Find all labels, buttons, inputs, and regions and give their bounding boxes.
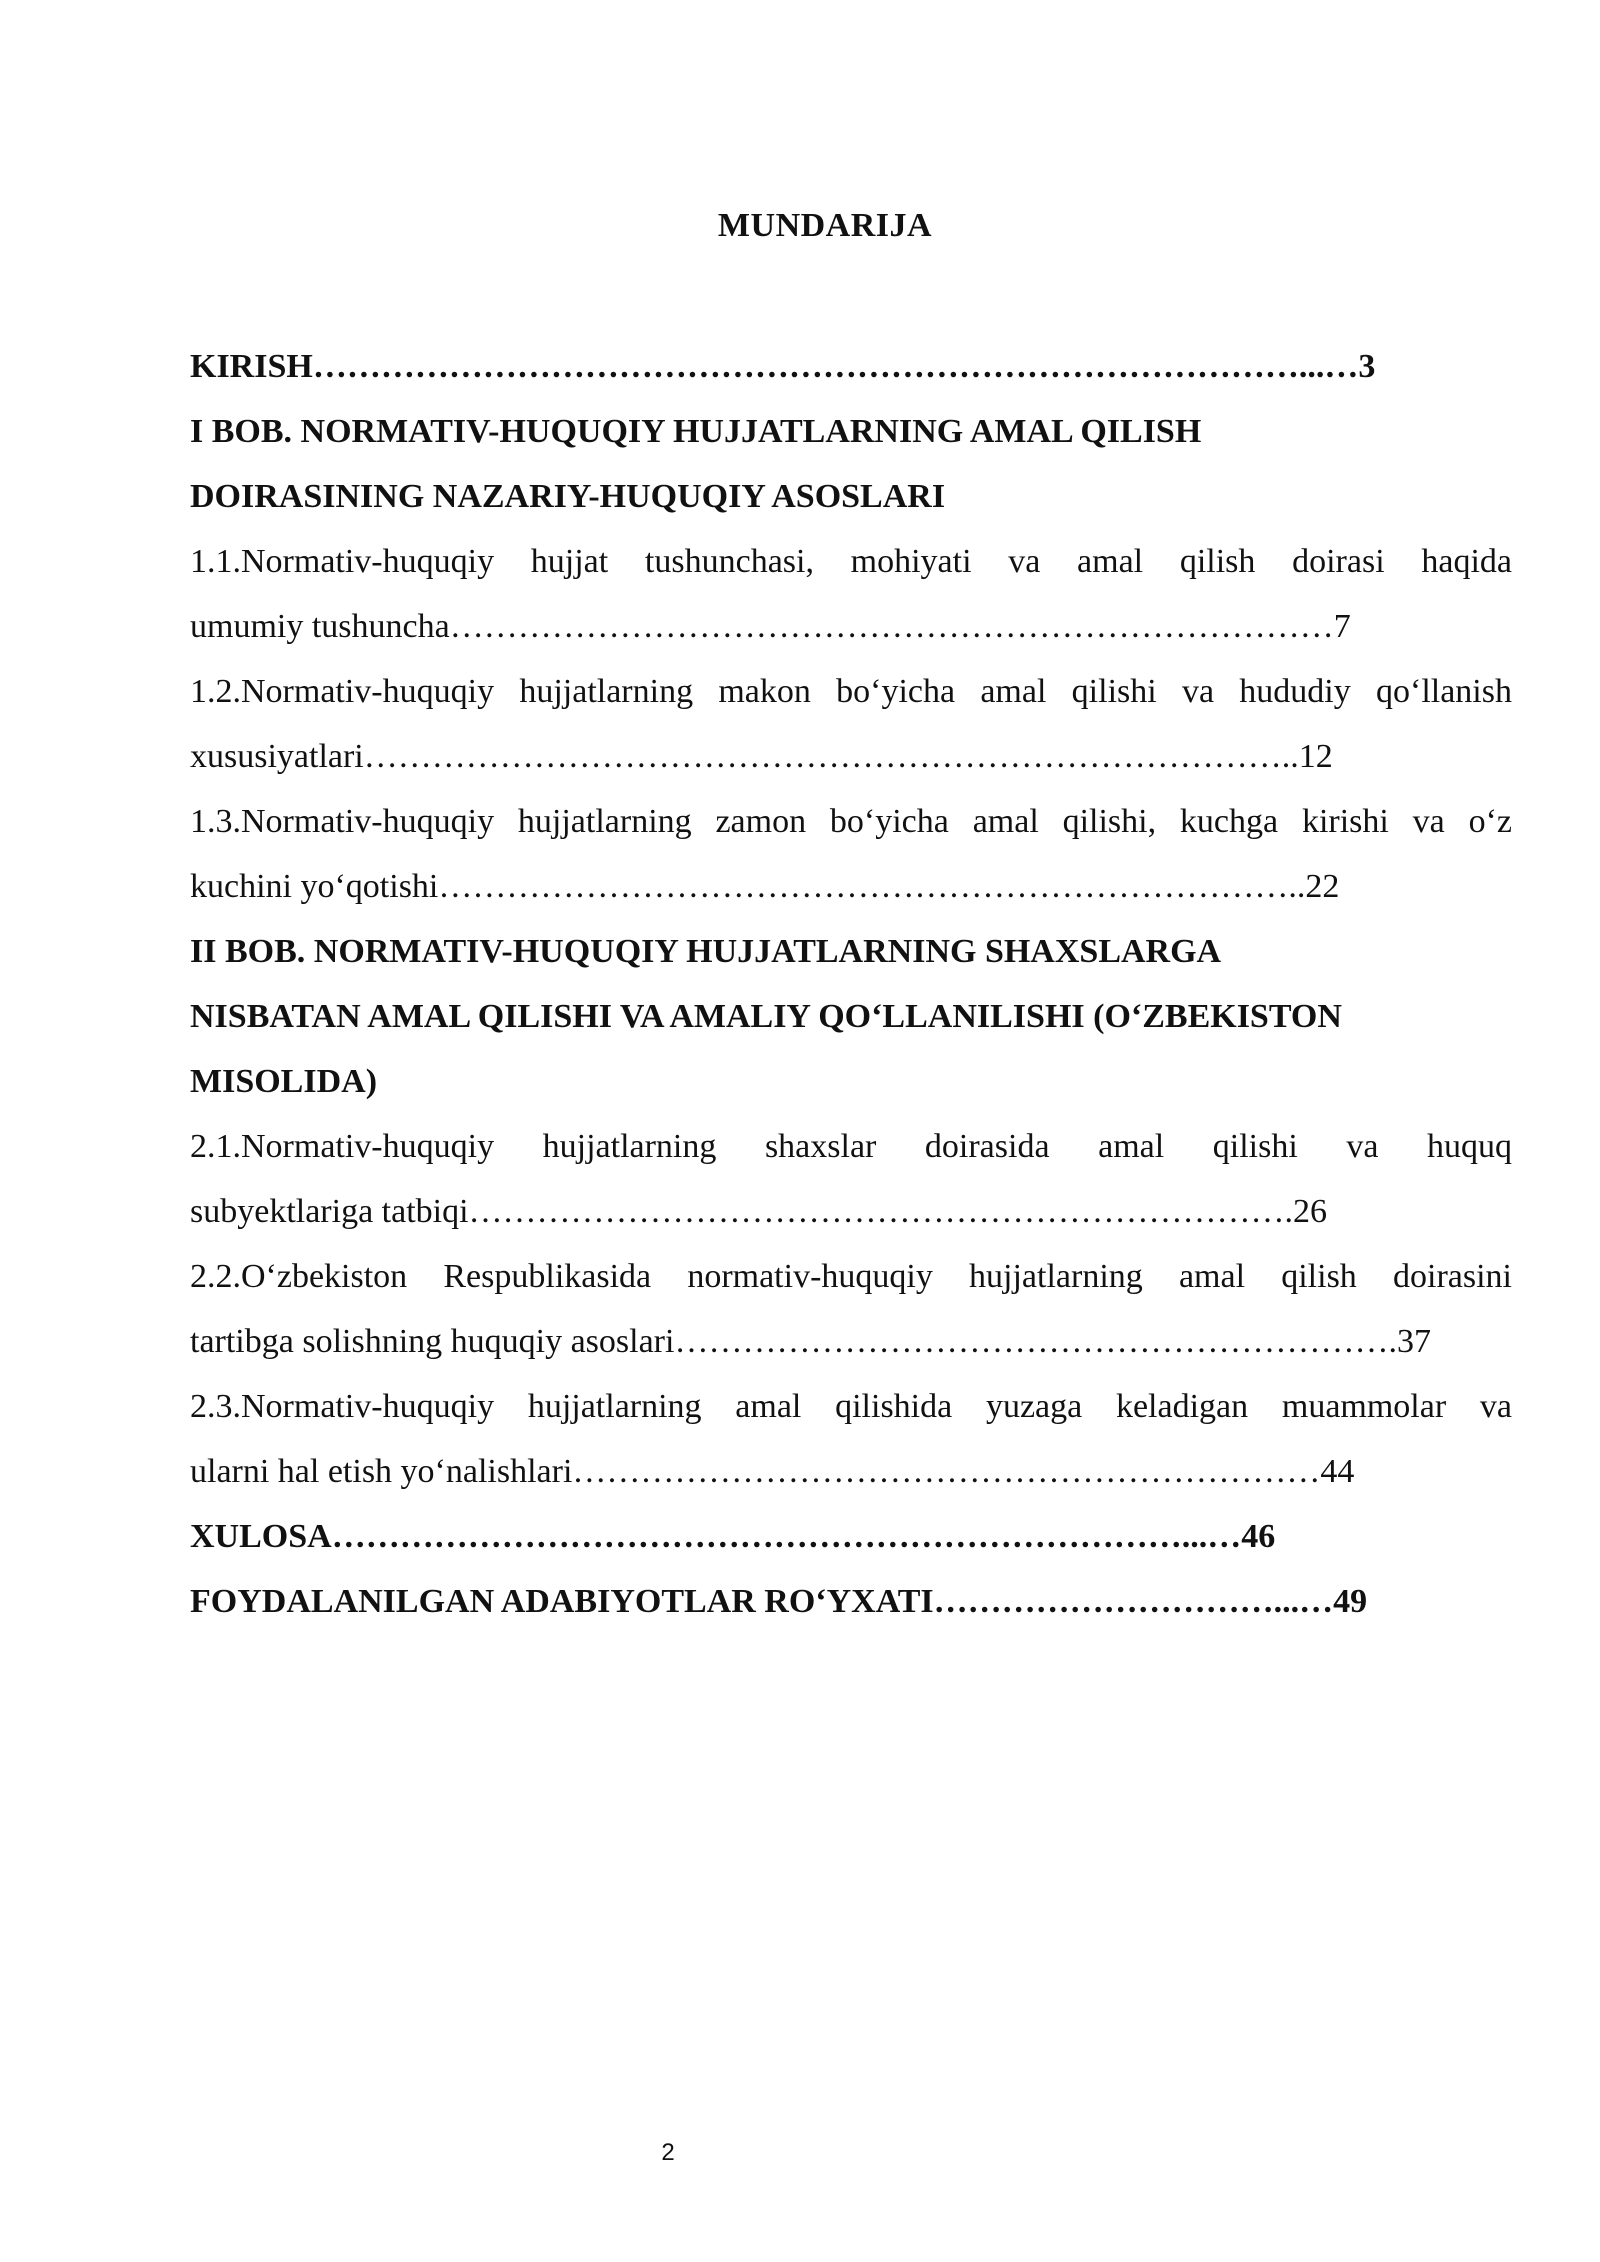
toc-page-number: 22 [1305,868,1340,905]
toc-leader-dots: …………………………………………………………………...… [331,1518,1242,1555]
toc-entry-1-1-line-2 [190,594,1512,659]
toc-page-number: 44 [1320,1453,1355,1490]
toc-entry-kirish [190,334,1512,399]
toc-entry-label: tartibga solishning huquqiy asoslari [190,1323,675,1360]
toc-chapter-2-heading-line-2: NISBATAN AMAL QILISHI VA AMALIY QO‘LLANILISHI (O‘ZBEKISTON [190,998,1342,1035]
toc-entry-label: subyektlariga tatbiqi [190,1193,469,1230]
toc-page-number: 46 [1241,1518,1276,1555]
toc-chapter-1-heading-line-1: I BOB. NORMATIV-HUQUQIY HUJJATLARNING AMAL QILISH [190,413,1202,450]
toc-entry-2-3-line-2 [190,1439,1512,1504]
toc-leader-dots: …………………………...… [933,1583,1334,1620]
page-title: MUNDARIJA [717,207,933,244]
toc-entry-xulosa [190,1504,1512,1569]
toc-page-number: 37 [1396,1323,1431,1360]
toc-entry-label: umumiy tushuncha [190,608,450,645]
toc-leader-dots: ………………………………………………………… [572,1453,1321,1490]
toc-page-number: 26 [1293,1193,1328,1230]
toc-entry-1-2-line-1: 1.2.Normativ-huquqiy hujjatlarning makon bo‘yicha amal qilishi va hududiy qo‘llanish [190,673,1512,710]
toc-leader-dots: ……………………………………………………………………………...… [312,348,1359,385]
toc-entry-1-1-line-1: 1.1.Normativ-huquqiy hujjat tushunchasi, mohiyati va amal qilish doirasi haqida [190,543,1512,580]
toc-entry-label: FOYDALANILGAN ADABIYOTLAR RO‘YXATI [190,1583,934,1620]
toc-page-number: 7 [1333,608,1351,645]
toc-entry-adabiyotlar [190,1569,1512,1634]
toc-entry-2-2-line-1: 2.2.O‘zbekiston Respublikasida normativ-huquqiy hujjatlarning amal qilish doirasini [190,1258,1512,1295]
toc-page-number: 12 [1298,738,1333,775]
toc-entry-label: KIRISH [190,348,313,385]
toc-entry-1-2-line-2 [190,724,1512,789]
toc-chapter-2-heading-line-1: II BOB. NORMATIV-HUQUQIY HUJJATLARNING SHAXSLARGA [190,933,1222,970]
toc-leader-dots: ………………………………………………………………….. [438,868,1306,905]
toc-entry-label: kuchini yo‘qotishi [190,868,439,905]
toc-chapter-1-heading-line-2: DOIRASINING NAZARIY-HUQUQIY ASOSLARI [190,478,946,515]
toc-chapter-2-heading-line-3: MISOLIDA) [190,1063,378,1100]
toc-page-number: 3 [1358,348,1376,385]
toc-leader-dots: ……………………………………………………………………….. [363,738,1299,775]
toc-entry-2-1-line-2 [190,1179,1512,1244]
toc-page-number: 49 [1333,1583,1368,1620]
page-number: 2 [661,2139,675,2166]
toc-entry-2-1-line-1: 2.1.Normativ-huquqiy hujjatlarning shaxslar doirasida amal qilishi va huquq [190,1128,1512,1165]
toc-leader-dots: …………………………………………………………………… [449,608,1334,645]
toc-entry-label: ularni hal etish yo‘nalishlari [190,1453,573,1490]
toc-entry-label: xususiyatlari [190,738,364,775]
table-of-contents [190,334,1512,1634]
toc-entry-label: XULOSA [190,1518,332,1555]
toc-entry-2-2-line-2 [190,1309,1512,1374]
toc-entry-1-3-line-2 [190,854,1512,919]
toc-entry-1-3-line-1: 1.3.Normativ-huquqiy hujjatlarning zamon bo‘yicha amal qilishi, kuchga kirishi va o‘z [190,803,1512,840]
toc-entry-2-3-line-1: 2.3.Normativ-huquqiy hujjatlarning amal qilishida yuzaga keladigan muammolar va [190,1388,1512,1425]
toc-leader-dots: ………………………………………………………………. [468,1193,1294,1230]
toc-leader-dots: ………………………………………………………. [674,1323,1397,1360]
